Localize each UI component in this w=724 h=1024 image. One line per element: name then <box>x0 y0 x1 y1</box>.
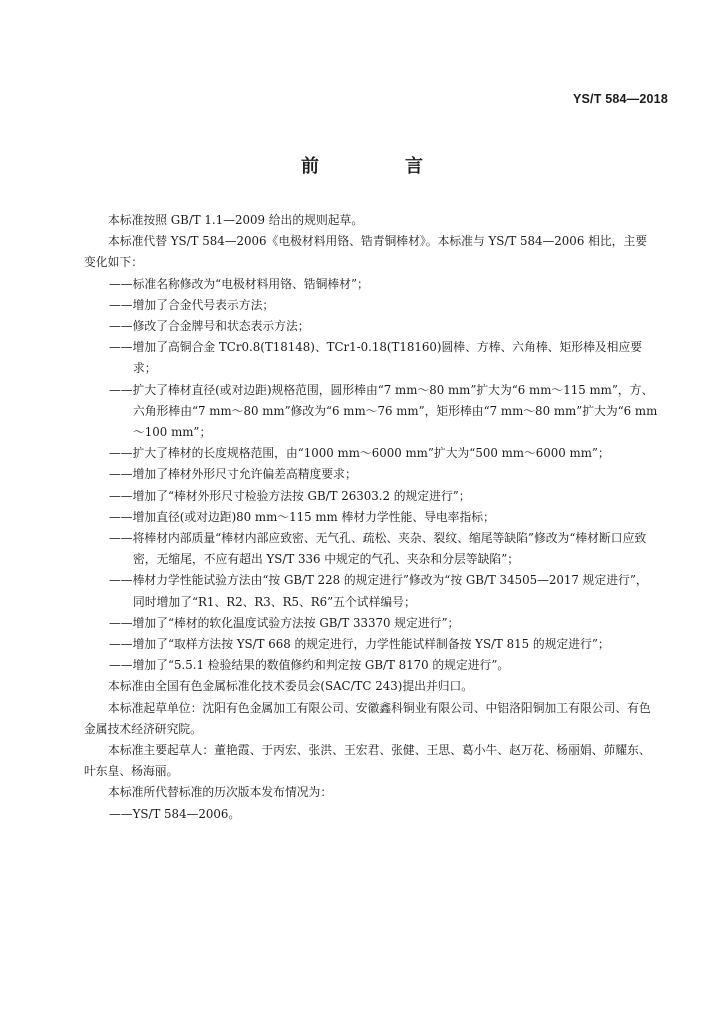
list-item: ——增加直径(或对边距)80 mm～115 mm 棒材力学性能、导电率指标； <box>109 509 495 524</box>
list-item: ——标准名称修改为“电极材料用铬、锆铜棒材”； <box>109 276 369 291</box>
paragraph-history: 本标准所代替标准的历次版本发布情况为： <box>108 785 333 800</box>
list-item: ——修改了合金牌号和状态表示方法； <box>109 319 310 334</box>
list-item: ——将棒材内部质量“棒材内部应致密、无气孔、疏松、夹杂、裂纹、缩尾等缺陷”修改为“棒材断口应致密，无缩尾，不应有超出 YS/T 336 中规定的气孔、夹杂和分层等缺陷”； <box>109 531 647 567</box>
list-item: ——增加了“取样方法按 YS/T 668 的规定进行，力学性能试样制备按 YS/T 815 的规定进行”； <box>109 637 610 652</box>
document-body <box>84 210 658 825</box>
list-item-history: ——YS/T 584—2006。 <box>109 806 241 821</box>
list-item: ——扩大了棒材直径(或对边距)规格范围，圆形棒由“7 mm～80 mm”扩大为“6 mm～115 mm”，方、六角形棒由“7 mm～80 mm”修改为“6 mm～76 mm”，矩形棒由“7 mm～80 mm”扩大为“6 mm～100 mm”； <box>109 382 658 440</box>
paragraph-drafting-rule: 本标准按照 GB/T 1.1—2009 给出的规则起草。 <box>108 213 364 227</box>
list-item: ——增加了“5.5.1 检验结果的数值修约和判定按 GB/T 8170 的规定进行”。 <box>109 658 510 673</box>
changes-list <box>84 274 658 677</box>
standard-number: YS/T 584—2018 <box>572 92 668 106</box>
list-item: ——棒材力学性能试验方法由“按 GB/T 228 的规定进行”修改为“按 GB/T 34505—2017 规定进行”，同时增加了“R1、R2、R3、R5、R6”五个试样编号； <box>109 573 648 609</box>
paragraph-replacement: 本标准代替 YS/T 584—2006《电极材料用铬、锆青铜棒材》。本标准与 YS/T 584—2006 相比，主要变化如下： <box>84 234 648 270</box>
list-item: ——增加了合金代号表示方法； <box>109 297 275 312</box>
page-title: 前 言 <box>301 156 457 177</box>
list-item: ——增加了“棒材的软化温度试验方法按 GB/T 33370 规定进行”； <box>109 615 460 630</box>
list-item: ——增加了棒材外形尺寸允许偏差高精度要求； <box>109 467 357 482</box>
paragraph-drafting-units: 本标准起草单位：沈阳有色金属加工有限公司、安徽鑫科铜业有限公司、中铝洛阳铜加工有限公司、有色金属技术经济研究院。 <box>84 700 651 736</box>
list-item: ——扩大了棒材的长度规格范围，由“1000 mm～6000 mm”扩大为“500 mm～6000 mm”； <box>109 446 610 461</box>
list-item: ——增加了高铜合金 TCr0.8(T18148)、TCr1-0.18(T18160)圆棒、方棒、六角棒、矩形棒及相应要求； <box>109 340 643 376</box>
paragraph-drafters: 本标准主要起草人：董艳霞、于丙宏、张洪、王宏君、张健、王思、葛小牛、赵万花、杨丽娟、茆耀东、叶东皇、杨海丽。 <box>84 743 651 779</box>
paragraph-proposer: 本标准由全国有色金属标准化技术委员会(SAC/TC 243)提出并归口。 <box>108 679 474 694</box>
list-item: ——增加了“棒材外形尺寸检验方法按 GB/T 26303.2 的规定进行”； <box>109 488 471 503</box>
